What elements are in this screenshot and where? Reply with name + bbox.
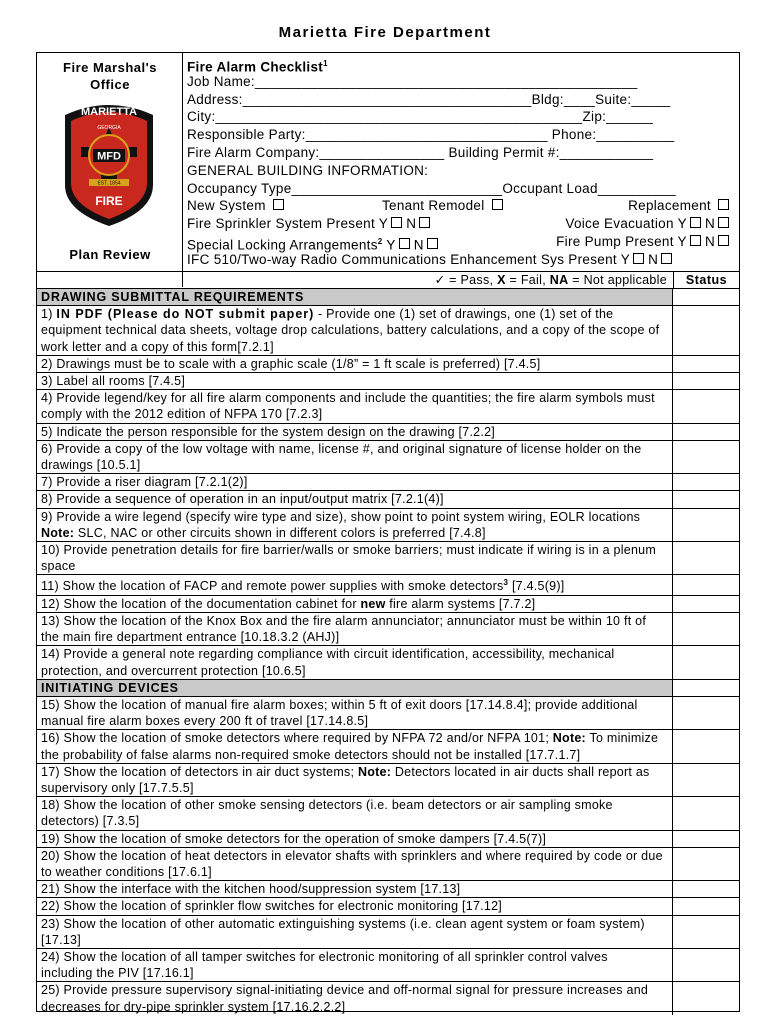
status-cell[interactable] xyxy=(672,949,739,981)
status-cell[interactable] xyxy=(672,916,739,948)
list-item: 19) Show the location of smoke detectors for the operation of smoke dampers [7.4.5(7)] xyxy=(37,830,739,847)
sprinkler-row: Fire Sprinkler System Present Y N Voice Evacuation Y N xyxy=(187,215,729,233)
list-item: 10) Provide penetration details for fire barrier/walls or smoke barriers; must indicate if wiring is in a plenum space xyxy=(37,541,739,574)
list-item: 2) Drawings must be to scale with a graphic scale (1/8” = 1 ft scale is preferred) [7.4.5] xyxy=(37,355,739,372)
list-item: 15) Show the location of manual fire alarm boxes; within 5 ft of exit doors [17.14.8.4]; provide additional manual fire alarm boxes every 200 ft of travel [17.14.8.5] xyxy=(37,696,739,729)
status-cell[interactable] xyxy=(672,441,739,473)
status-cell[interactable] xyxy=(672,697,739,729)
requirements-list xyxy=(37,288,739,1015)
status-cell[interactable] xyxy=(672,613,739,645)
legend-row xyxy=(37,271,739,288)
replacement-checkbox[interactable] xyxy=(718,199,729,210)
address-field[interactable]: Address:_____________________________________Bldg:____Suite:_____ xyxy=(187,91,671,107)
section-initiating-devices: INITIATING DEVICES xyxy=(37,679,739,696)
status-cell[interactable] xyxy=(672,881,739,897)
list-item: 12) Show the location of the documentation cabinet for new fire alarm systems [7.7.2] xyxy=(37,595,739,612)
status-cell[interactable] xyxy=(672,982,739,1014)
status-cell[interactable] xyxy=(672,424,739,440)
list-item: 11) Show the location of FACP and remote power supplies with smoke detectors$^3$ [7.4.5(9)] xyxy=(37,574,739,594)
status-cell[interactable] xyxy=(672,831,739,847)
plan-review-label: Plan Review xyxy=(69,247,151,262)
list-item: 13) Show the location of the Knox Box and the fire alarm annunciator; annunciator must be within 10 ft of the main fire department entrance [10.18.3.2 (AHJ)] xyxy=(37,612,739,645)
list-item: 7) Provide a riser diagram [7.2.1(2)] xyxy=(37,473,739,490)
list-item: 14) Provide a general note regarding compliance with circuit identification, accessibility, mechanical protection, and overcurrent protection [10.6.5] xyxy=(37,645,739,678)
status-cell[interactable] xyxy=(672,575,739,594)
city-field[interactable]: City:_______________________________________________Zip:______ xyxy=(187,109,654,125)
job-name-field[interactable]: Job Name:_________________________________________________ xyxy=(187,73,638,89)
new-system-checkbox[interactable] xyxy=(273,199,284,210)
sprinkler-no-checkbox[interactable] xyxy=(419,217,430,228)
ifc-row: IFC 510/Two-way Radio Communications Enhancement Sys Present Y N xyxy=(187,251,729,269)
checklist-form xyxy=(36,52,740,1012)
logo-state-text: GEORGIA xyxy=(97,125,121,131)
list-item: 25) Provide pressure supervisory signal-initiating device and off-normal signal for pressure increases and decreases for dry-pipe sprinkler system [17.16.2.2.2] xyxy=(37,981,739,1014)
locking-yes-checkbox[interactable] xyxy=(399,238,410,249)
list-item: 17) Show the location of detectors in air duct systems; Note: Detectors located in air ducts shall report as supervisory only [17.7.5.5] xyxy=(37,763,739,796)
job-info-panel xyxy=(187,55,729,269)
status-cell[interactable] xyxy=(672,596,739,612)
system-type-row: New System Tenant Remodel Replacement xyxy=(187,197,729,215)
locking-no-checkbox[interactable] xyxy=(427,238,438,249)
logo-center-text: MFD xyxy=(97,150,121,163)
status-cell[interactable] xyxy=(672,373,739,389)
list-item: 16) Show the location of smoke detectors where required by NFPA 72 and/or NFPA 101; Note: To minimize the probability of false alarms non-required smoke detectors should not be installed [17.7.1.7] xyxy=(37,729,739,762)
list-item: 24) Show the location of all tamper switches for electronic monitoring of all sprinkler control valves including the PIV [17.16.1] xyxy=(37,948,739,981)
list-item: 8) Provide a sequence of operation in an input/output matrix [7.2.1(4)] xyxy=(37,490,739,507)
office-panel xyxy=(37,53,183,287)
marietta-fire-logo xyxy=(59,93,159,228)
status-legend: ✓ = Pass, X = Fail, NA = Not applicable xyxy=(434,273,667,287)
sprinkler-yes-checkbox[interactable] xyxy=(391,217,402,228)
status-cell[interactable] xyxy=(672,730,739,762)
status-cell[interactable] xyxy=(672,542,739,574)
checklist-title: Fire Alarm Checklist$^1$ xyxy=(187,59,328,75)
section-drawing-submittal: DRAWING SUBMITTAL REQUIREMENTS xyxy=(37,288,739,305)
list-item: 9) Provide a wire legend (specify wire type and size), show point to point system wiring, EOLR locations Note: SLC, NAC or other circuits shown in different colors is preferred [7.4.8] xyxy=(37,508,739,541)
status-cell[interactable] xyxy=(672,491,739,507)
page-title: Marietta Fire Department xyxy=(278,24,492,41)
status-cell[interactable] xyxy=(672,306,739,355)
voice-yes-checkbox[interactable] xyxy=(690,217,701,228)
status-cell[interactable] xyxy=(672,509,739,541)
ifc-no-checkbox[interactable] xyxy=(661,253,672,264)
status-cell[interactable] xyxy=(672,797,739,829)
occupancy-field[interactable]: Occupancy Type___________________________Occupant Load__________ xyxy=(187,180,676,196)
logo-bottom-text: FIRE xyxy=(95,194,123,208)
fire-alarm-company-field[interactable]: Fire Alarm Company:________________ Building Permit #:____________ xyxy=(187,144,654,160)
logo-top-text: MARIETTA xyxy=(80,106,138,118)
locking-row: Special Locking Arrangements$^2$ Y N Fire Pump Present Y N xyxy=(187,233,729,251)
status-cell[interactable] xyxy=(672,356,739,372)
status-cell[interactable] xyxy=(672,474,739,490)
status-cell[interactable] xyxy=(672,390,739,422)
logo-est-text: EST. 1854 xyxy=(97,180,121,187)
status-column-header: Status xyxy=(673,272,739,289)
voice-no-checkbox[interactable] xyxy=(718,217,729,228)
list-item: 18) Show the location of other smoke sensing detectors (i.e. beam detectors or air sampling smoke detectors) [7.3.5] xyxy=(37,796,739,829)
responsible-party-field[interactable]: Responsible Party:_______________________________ Phone:__________ xyxy=(187,127,675,143)
pump-yes-checkbox[interactable] xyxy=(690,235,701,246)
list-item: 22) Show the location of sprinkler flow switches for electronic monitoring [17.12] xyxy=(37,897,739,914)
status-cell[interactable] xyxy=(672,898,739,914)
status-cell[interactable] xyxy=(672,764,739,796)
office-name: Fire Marshal's Office xyxy=(63,60,157,92)
pump-no-checkbox[interactable] xyxy=(718,235,729,246)
list-item: 5) Indicate the person responsible for the system design on the drawing [7.2.2] xyxy=(37,423,739,440)
status-cell[interactable] xyxy=(672,848,739,880)
tenant-remodel-checkbox[interactable] xyxy=(492,199,503,210)
list-item: 20) Show the location of heat detectors in elevator shafts with sprinklers and where required by code or due to weather conditions [17.6.1] xyxy=(37,847,739,880)
list-item: 4) Provide legend/key for all fire alarm components and include the quantities; the fire alarm symbols must comply with the 2012 edition of NFPA 170 [7.2.3] xyxy=(37,389,739,422)
general-info-heading: GENERAL BUILDING INFORMATION: xyxy=(187,162,429,178)
list-item: 21) Show the interface with the kitchen hood/suppression system [17.13] xyxy=(37,880,739,897)
list-item: 23) Show the location of other automatic extinguishing systems (i.e. clean agent system or foam system) [17.13] xyxy=(37,915,739,948)
list-item: 3) Label all rooms [7.4.5] xyxy=(37,372,739,389)
ifc-yes-checkbox[interactable] xyxy=(633,253,644,264)
list-item: 6) Provide a copy of the low voltage with name, license #, and original signature of license holder on the drawings [10.5.1] xyxy=(37,440,739,473)
status-cell[interactable] xyxy=(672,646,739,678)
list-item: 1) IN PDF (Please do NOT submit paper) - Provide one (1) set of drawings, one (1) set of the equipment technical data sheets, voltage drop calculations, battery calculations, and a copy of the scope of work letter and a copy of this form[7.2.1] xyxy=(37,305,739,355)
